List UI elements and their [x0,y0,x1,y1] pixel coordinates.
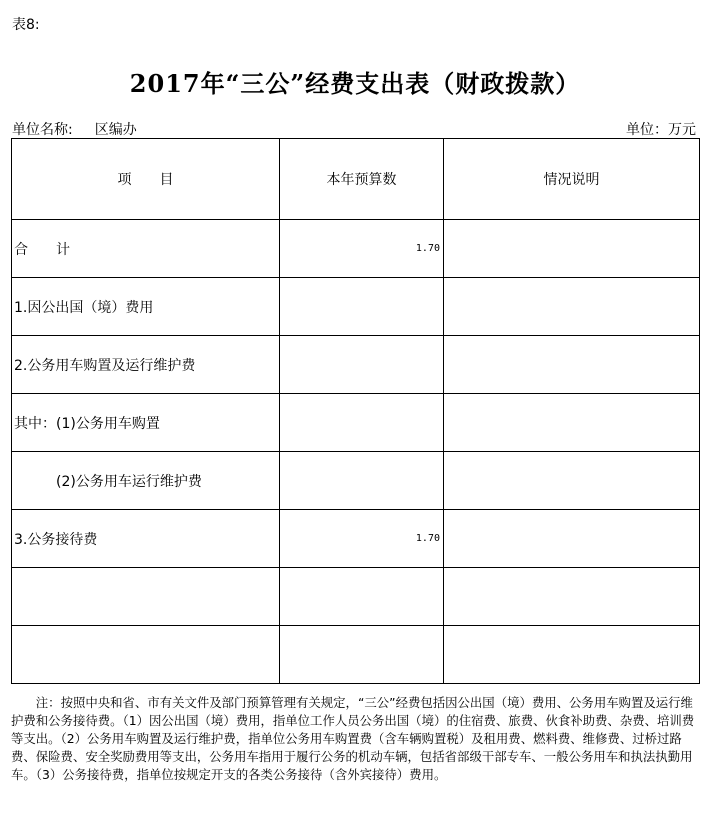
unit-name-label: 单位名称: [12,122,73,138]
table-row [12,220,700,278]
row-amount: 1.70 [280,510,444,568]
unit-name-value: 区编办 [94,122,137,138]
row-amount [280,278,444,336]
row-note [444,336,700,394]
table-row [12,568,700,626]
row-note [444,510,700,568]
row-item: 3.公务接待费 [12,510,280,568]
table-row [12,394,700,452]
row-amount [280,336,444,394]
row-amount [280,626,444,684]
expense-table [11,138,700,684]
row-item: 2.公务用车购置及运行维护费 [12,336,280,394]
row-note [444,394,700,452]
table-row [12,626,700,684]
table-row [12,452,700,510]
table-row [12,336,700,394]
unit-name [12,119,137,139]
table-row [12,278,700,336]
header-note: 情况说明 [444,139,700,220]
row-item: (2)公务用车运行维护费 [12,452,280,510]
row-note [444,568,700,626]
row-amount [280,452,444,510]
row-item [12,568,280,626]
row-amount: 1.70 [280,220,444,278]
table-row [12,510,700,568]
unit-measure: 单位：万元 [626,122,696,138]
footnote: 注：按照中央和省、市有关文件及部门预算管理有关规定，“三公”经费包括因公出国（境）费用、公务用车购置及运行维护费和公务接待费。（1）因公出国（境）费用，指单位工作人员公务出国（境）的住宿费、旅费、伙食补助费、杂费、培训费等支出。（2）公务用车购置及运行维护费，指单位公务用车购置费（含车辆购置税）及租用费、燃料费、维修费、过桥过路费、保险费、安全奖励费用等支出，公务用车指用于履行公务的机动车辆，包括省部级干部专车、一般公务用车和执法执勤用车。（3）公务接待费，指单位按规定开支的各类公务接待（含外宾接待）费用。 [11,695,695,782]
row-item [12,626,280,684]
row-note [444,278,700,336]
table-number-label: 表8: [12,17,40,33]
page-title: 2017年“三公”经费支出表（财政拨款） [129,69,581,98]
row-note [444,452,700,510]
row-note [444,220,700,278]
header-item: 项 目 [12,139,280,220]
header-budget: 本年预算数 [280,139,444,220]
row-item: 其中：(1)公务用车购置 [12,394,280,452]
row-note [444,626,700,684]
table-header-row [12,139,700,220]
row-amount [280,568,444,626]
row-item: 合 计 [12,220,280,278]
row-item: 1.因公出国（境）费用 [12,278,280,336]
row-amount [280,394,444,452]
